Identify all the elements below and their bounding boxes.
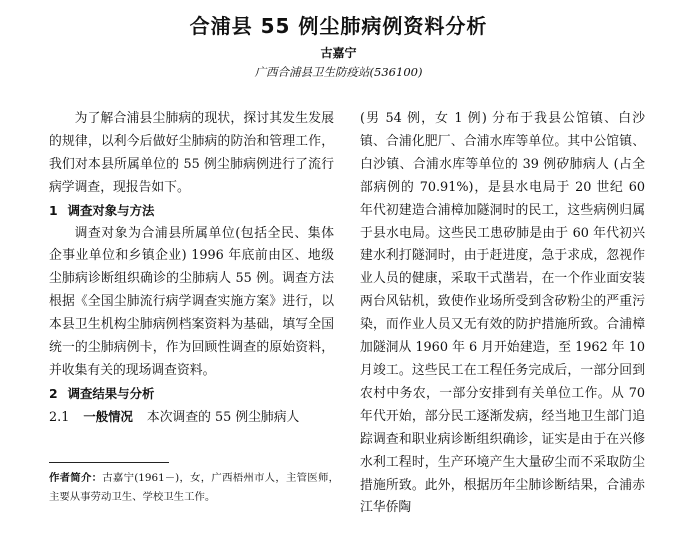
- right-column: [360, 108, 645, 520]
- author-name: 古嘉宁: [320, 46, 357, 60]
- article-title: 合浦县 55 例尘肺病例资料分析: [189, 14, 488, 38]
- subsection-2-1: [49, 406, 334, 430]
- author-affiliation: 广西合浦县卫生防疫站(536100): [254, 65, 423, 79]
- left-column: [49, 108, 334, 430]
- section-1-paragraph: 调查对象为合浦县所属单位(包括全民、集体企事业单位和乡镇企业) 1996 年底前由区、地级尘肺病诊断组织确诊的尘肺病人 55 例。调查方法根据《全国尘肺流行病学调查实施方案》进行，以本县卫生机构尘肺病例档案资料为基础，填写全国统一的尘肺病例卡，作为回顾性调查的原始资料，并收集有关的现场调查资料。: [49, 225, 334, 378]
- subsection-2-1-text: 本次调查的 55 例尘肺病人: [146, 409, 300, 425]
- author-footnote: [49, 469, 339, 507]
- intro-paragraph: 为了解合浦县尘肺病的现状，探讨其发生发展的规律，以利今后做好尘肺病的防治和管理工作，我们对本县所属单位的 55 例尘肺病例进行了流行病学调查，现报告如下。: [49, 111, 334, 195]
- section-2-number: 2: [49, 385, 58, 401]
- footnote-divider: [49, 462, 169, 463]
- right-column-paragraph: (男 54 例，女 1 例) 分布于我县公馆镇、白沙镇、合浦化肥厂、合浦水库等单位。其中公馆镇、白沙镇、合浦水库等单位的 39 例矽肺病人 (占全部病例的 70.91%)，是县水电局于 20 世纪 60 年代初建造合浦樟加隧洞时的民工，这些病例归属于县水电局。这些民工患矽肺是由于 60 年代初兴建水利打隧洞时，由于赶进度，急于求成，忽视作业人员的健康，采取干式凿岩，在一个作业面安装两台风钻机，致使作业场所受到含矽粉尘的严重污染，而作业人员又无有效的防护措施所致。合浦樟加隧洞从 1960 年 6 月开始建造，至 1962 年 10 月竣工。这些民工在工程任务完成后，一部分回到农村中务农，一部分安排到有关单位工作。从 70 年代开始，部分民工逐渐发病，经当地卫生部门追踪调查和职业病诊断组织确诊，证实是由于在兴修水利工程时，生产环境产生大量矽尘而不采取防尘措施所致。此外，根据历年尘肺诊断结果，合浦赤江华侨陶: [360, 111, 645, 516]
- section-2-title: 调查结果与分析: [67, 385, 155, 401]
- section-2-heading: [49, 383, 334, 406]
- section-1-title: 调查对象与方法: [67, 202, 155, 218]
- subsection-2-1-number: 2.1: [49, 409, 70, 425]
- subsection-2-1-title: 一般情况: [83, 408, 133, 424]
- section-1-heading: [49, 200, 334, 223]
- footnote-text: 古嘉宁(1961－)，女，广西梧州市人，主管医师，主要从事劳动卫生、学校卫生工作。: [49, 472, 339, 503]
- section-1-number: 1: [49, 202, 58, 218]
- footnote-label: 作者简介：: [49, 472, 103, 484]
